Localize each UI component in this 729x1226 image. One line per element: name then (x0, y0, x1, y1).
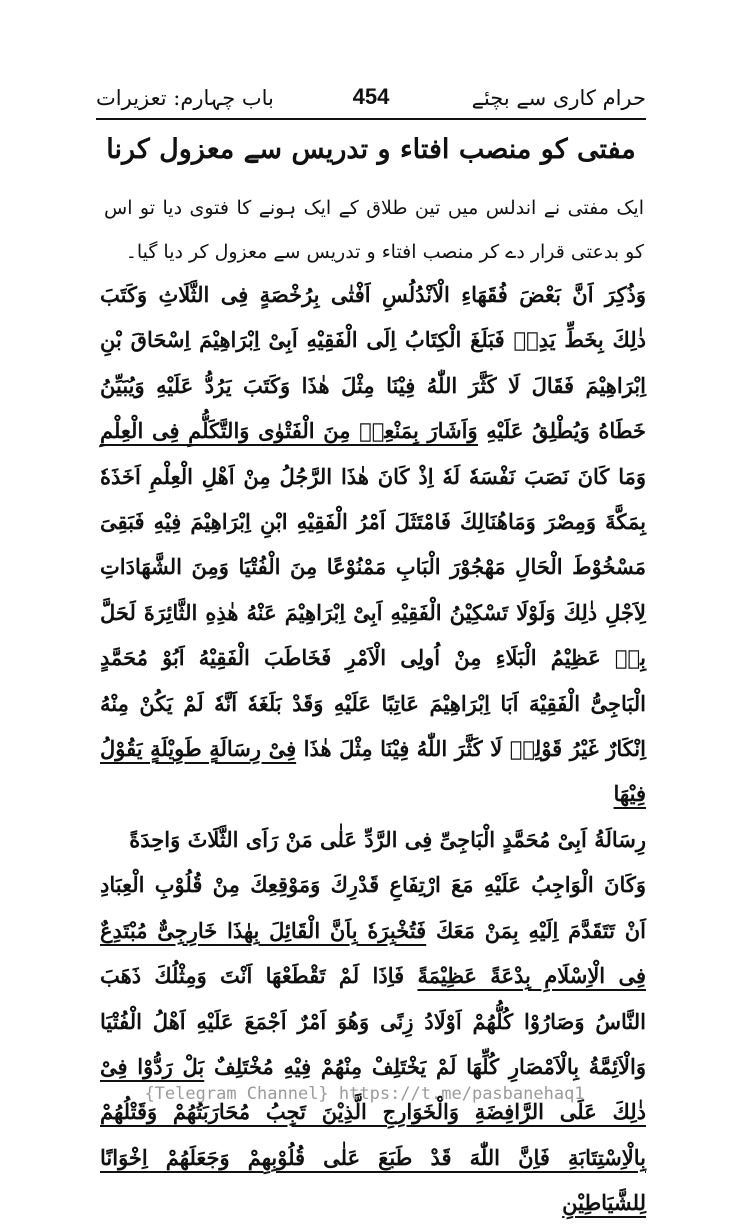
arabic-p2-underlined-2: بَلْ رَدُّوْا فِىْ ذٰلِكَ عَلَى الرَّافِضَةِ وَالْخَوَارِجِ الَّذِيْنَ تَجِبُ مُحَارَبَتُهُمْ وَقَتْلُهُمْ بِالْاِسْتِتَابَةِ فَاِنَّ اللّٰهَ قَدْ طَبَعَ عَلٰى قُلُوْبِهِمْ وَجَعَلَهُمْ اِخْوَانًا لِلشَّيَاطِيْنِ (100, 1053, 646, 1216)
arabic-heading: رِسَالَةُ اَبِىْ مُحَمَّدٍ الْبَاجِىِّ فِى الرَّدِّ عَلٰى مَنْ رَاَى الثَّلَاثَ وَاحِدَةً (129, 826, 646, 852)
arabic-p1-underlined: وَاَشَارَ بِمَنْعِهٖ مِنَ الْفَتْوٰى وَالتَّكَلُّمِ فِى الْعِلْمِ (100, 418, 478, 446)
arabic-p2-mid: فَاِذَا لَمْ تَقْطَعْهَا اَنْتَ وَمِثْلُكَ ذَهَبَ النَّاسُ وَصَارُوْا كُلُّهُمْ اَوْلَادُ زِنًى وَهُوَ اَمْرٌ اَجْمَعَ عَلَيْهِ اَهْلُ الْفُتْيَا وَالْاَئِمَّةُ بِالْاَمْصَارِ كُلِّهَا لَمْ يَخْتَلِفْ مِنْهُمْ فِيْهِ مُخْتَلِفٌ (100, 963, 646, 1079)
arabic-text-block (100, 272, 646, 1226)
page-number: 454 (352, 84, 390, 109)
intro-paragraph: ایک مفتی نے اندلس میں تین طلاق کے ایک ہونے کا فتوی دیا تو اس کو بدعتی قرار دے کر منصب افتاء و تدریس سے معزول کر دیا گیا۔ (104, 197, 644, 263)
arabic-p2-start: وَكَانَ الْوَاجِبُ عَلَيْهِ مَعَ ارْتِفَاعِ قَدْرِكَ وَمَوْقِعِكَ مِنْ قُلُوْبِ الْعِبَادِ اَنْ تَتَقَدَّمَ اِلَيْهِ بِمَنْ مَعَكَ (100, 872, 646, 943)
arabic-p2-underlined-1: فَتُخْبِرَهٗ بِاَنَّ الْقَائِلَ بِهٰذَا خَارِجِىٌّ مُبْتَدِعٌ فِى الْاِسْلَامِ بِدْعَةً عَظِيْمَةً (100, 917, 646, 989)
book-title: حرام کاری سے بچئے (471, 86, 646, 110)
header-divider (96, 118, 646, 120)
page-header (96, 82, 646, 116)
arabic-paragraph-2 (100, 862, 646, 1225)
telegram-watermark: {Telegram Channel} https://t.me/pasbanehaq1 (144, 1084, 585, 1104)
arabic-p1-rest: وَمَا كَانَ نَصَبَ نَفْسَهٗ لَهٗ اِذْ كَانَ هٰذَا الرَّجُلُ مِنْ اَهْلِ الْعِلْمِ اَخَذَهٗ بِمَكَّةَ وَمِصْرَ وَمَاهُنَالِكَ فَامْتَثَلَ اَمْرُ الْفَقِيْهِ ابْنِ اِبْرَاهِيْمَ فِيْهِ فَبَقِىَ مَسْخُوْطَ الْحَالِ مَهْجُوْرَ الْبَابِ مَمْنُوْعًا مِنَ الْفُتْيَا وَمِنَ الشَّهَادَاتِ لِاَجْلِ ذٰلِكَ وَلَوْلَا تَسْكِيْنُ الْفَقِيْهِ اَبِىْ اِبْرَاهِيْمَ عَنْهُ هٰذِهِ الثَّائِرَةَ لَحَلَّ بِهٖ عَظِيْمُ الْبَلَاءِ مِنْ اُولِى الْاَمْرِ فَخَاطَبَ الْفَقِيْهُ اَبُوْ مُحَمَّدٍ الْبَاجِىُّ الْفَقِيْهَ اَبَا اِبْرَاهِيْمَ عَاتِبًا عَلَيْهِ وَقَدْ بَلَغَهٗ اَنَّهٗ لَمْ يَكُنْ مِنْهُ اِنْكَارٌ غَيْرُ قَوْلِهٖ لَا كَثَّرَ اللّٰهُ فِيْنَا مِثْلَ هٰذَا (100, 463, 646, 762)
arabic-p1-end: فِىْ رِسَالَةٍ طَوِيْلَةٍ يَقُوْلُ فِيْهَا (100, 736, 646, 807)
arabic-paragraph-1 (100, 272, 646, 817)
chapter-title: باب چہارم: تعزیرات (96, 86, 274, 110)
arabic-p1-start: وَذُكِرَ اَنَّ بَعْضَ فُقَهَاءِ الْاَنْدُلُسِ اَفْتٰى بِرُخْصَةٍ فِى الثَّلَاثِ وَكَتَبَ ذٰلِكَ بِخَطِّ يَدِهٖ فَبَلَغَ الْكِتَابُ اِلَى الْفَقِيْهِ اَبِىْ اِبْرَاهِيْمَ اِسْحَاقَ بْنِ اِبْرَاهِيْمَ فَقَالَ لَا كَثَّرَ اللّٰهُ فِيْنَا مِثْلَ هٰذَا وَكَتَبَ يَرُدُّ عَلَيْهِ وَيُبَيِّنُ خَطَاهُ وَيُطْلِقُ عَلَيْهِ (100, 282, 647, 444)
section-title: مفتی کو منصب افتاء و تدریس سے معزول کرنا (106, 134, 636, 165)
